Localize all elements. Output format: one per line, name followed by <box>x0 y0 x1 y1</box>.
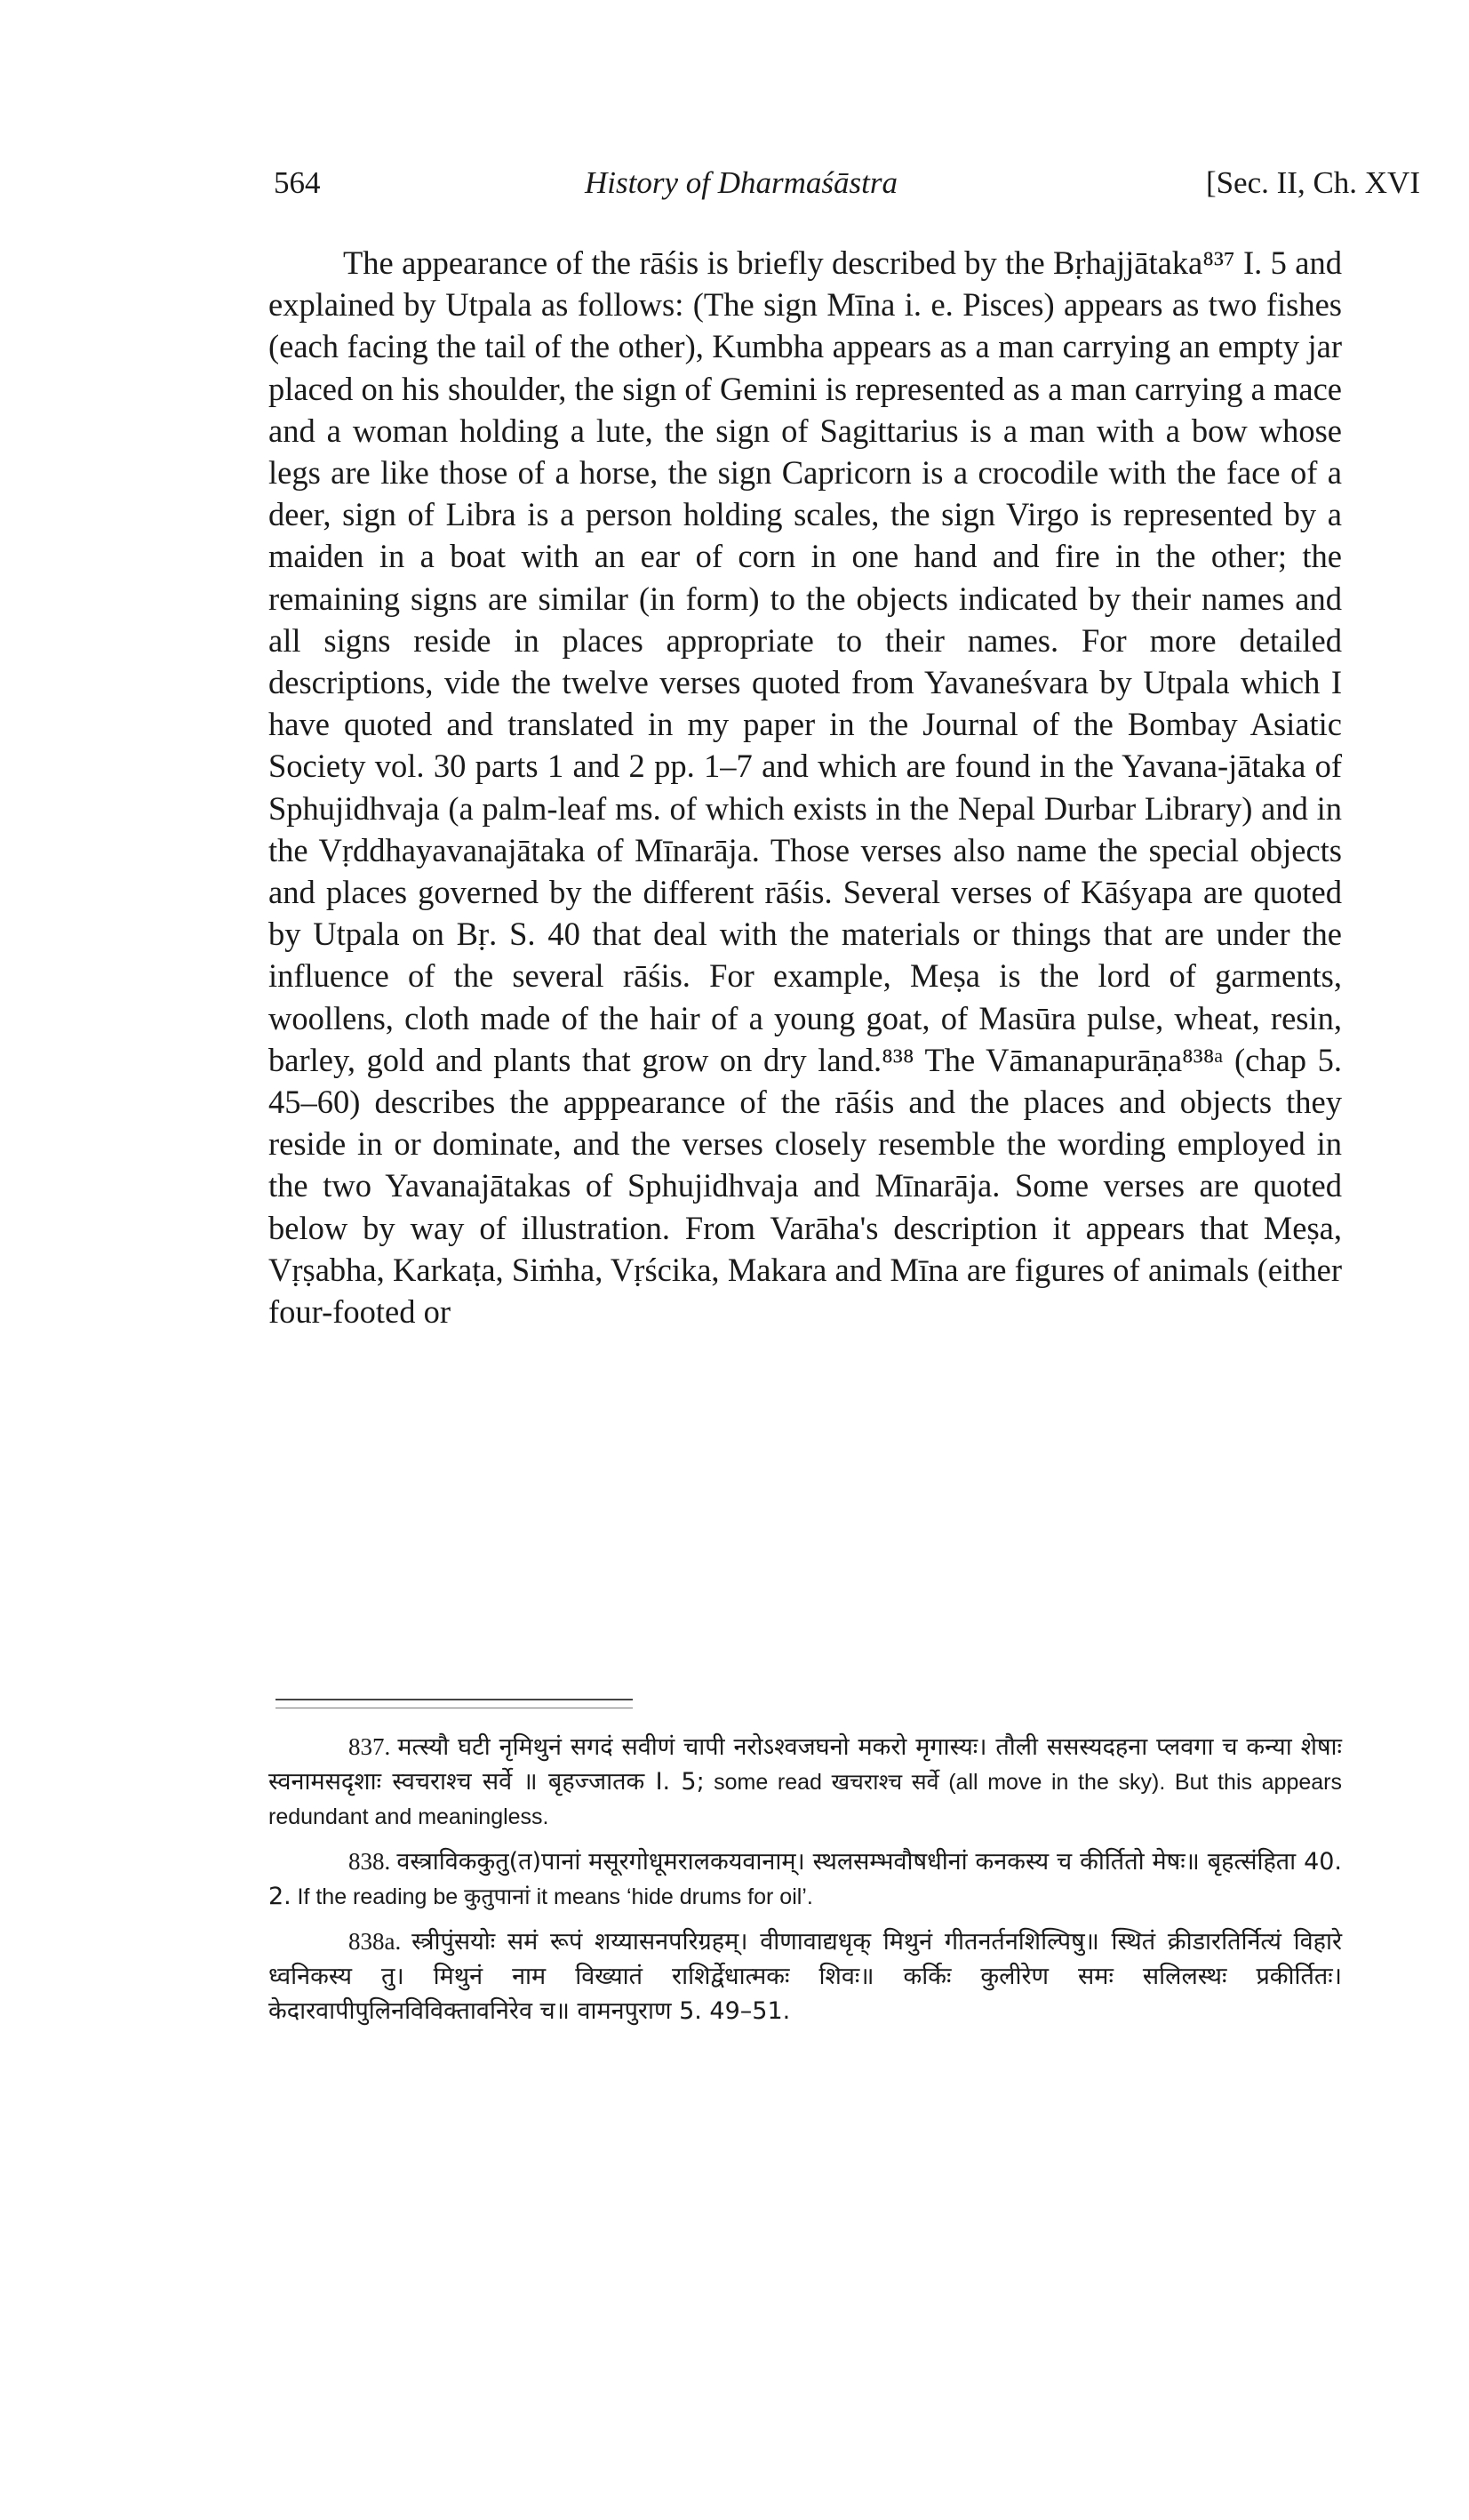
section-reference: [Sec. II, Ch. XVI <box>1205 165 1420 200</box>
footnote-english: some read खचराश्च सर्वे (all move in the sky). But this appears redundant and meaningless. <box>268 1770 1342 1829</box>
footnote-sanskrit: वस्त्राविककुतु(त)पानां मसूरगोधूमरालकयवानाम्। स्थलसम्भवौषधीनां कनकस्य च कीर्तितो मेषः॥ बृहत्संहिता 40. 2. <box>268 1848 1343 1910</box>
footnotes <box>268 1730 1342 2039</box>
footnote-label: 837. <box>348 1733 391 1760</box>
footnote-sanskrit: स्त्रीपुंसयोः समं रूपं शय्यासनपरिग्रहम्। वीणावाद्यधृक् मिथुनं गीतनर्तनशिल्पिषु॥ स्थितं क्रीडारतिर्नित्यं विहारे ध्वनिकस्य तु। मिथुनं नाम विख्यातं राशिर्द्वेधात्मकः शिवः॥ कर्किः कुलीरेण समः सलिलस्थः प्रकीर्तितः। केदारवापीपुलिनविविक्तावनिरेव च॥ वामनपुराण 5. 49–51. <box>268 1928 1343 2025</box>
running-title: History of Dharmaśāstra <box>585 165 898 200</box>
footnote-label: 838a. <box>348 1928 402 1955</box>
footnote-divider <box>275 1699 633 1708</box>
page-number: 564 <box>274 165 321 200</box>
footnote-english: If the reading be कुतुपानां it means ‘hide drums for oil’. <box>297 1884 813 1909</box>
footnote-837 <box>268 1730 1342 1834</box>
footnote-838a <box>268 1924 1342 2028</box>
footnote-838 <box>268 1844 1342 1914</box>
footnote-label: 838. <box>348 1848 391 1875</box>
footnote-sanskrit: मत्स्यौ घटी नृमिथुनं सगदं सवीणं चापी नरोऽश्वजघनो मकरो मृगास्यः। तौली ससस्यदहना प्लवगा च कन्या शेषाः स्वनामसदृशाः स्वचराश्च सर्वे ॥ बृहज्जातक I. 5; <box>268 1733 1342 1796</box>
page-header <box>274 156 1420 210</box>
body-paragraph: The appearance of the rāśis is briefly described by the Bṛhajjātaka⁸³⁷ I. 5 and explained by Utpala as follows: (The sign Mīna i. e. Pisces) appears as two fishes (each facing the tail of the other), Kumbha appears as a man carrying an empty jar placed on his shoulder, the sign of Gemini is represented as a man carrying a mace and a woman holding a lute, the sign of Sagittarius is a man with a bow whose legs are like those of a horse, the sign Capricorn is a crocodile with the face of a deer, sign of Libra is a person holding scales, the sign Virgo is represented by a maiden in a boat with an ear of corn in one hand and fire in the other; the remaining signs are similar (in form) to the objects indicated by their names and all signs reside in places appropriate to their names. For more detailed descriptions, vide the twelve verses quoted from Yavaneśvara by Utpala which I have quoted and translated in my paper in the Journal of the Bombay Asiatic Society vol. 30 parts 1 and 2 pp. 1–7 and which are found in the Yavana-jātaka of Sphujidhvaja (a palm-leaf ms. of which exists in the Nepal Durbar Library) and in the Vṛddhayavanajātaka of Mīnarāja. Those verses also name the special objects and places governed by the different rāśis. Several verses of Kāśyapa are quoted by Utpala on Bṛ. S. 40 that deal with the materials or things that are under the influence of the several rāśis. For example, Meṣa is the lord of garments, woollens, cloth made of the hair of a young goat, of Masūra pulse, wheat, resin, barley, gold and plants that grow on dry land.⁸³⁸ The Vāmanapurāṇa⁸³⁸ᵃ (chap 5. 45–60) describes the apppearance of the rāśis and the places and objects they reside in or dominate, and the verses closely resemble the wording employed in the two Yavanajātakas of Sphujidhvaja and Mīnarāja. Some verses are quoted below by way of illustration. From Varāha's description it appears that Meṣa, Vṛṣabha, Karkaṭa, Siṁha, Vṛścika, Makara and Mīna are figures of animals (either four-footed or <box>268 244 1342 1331</box>
